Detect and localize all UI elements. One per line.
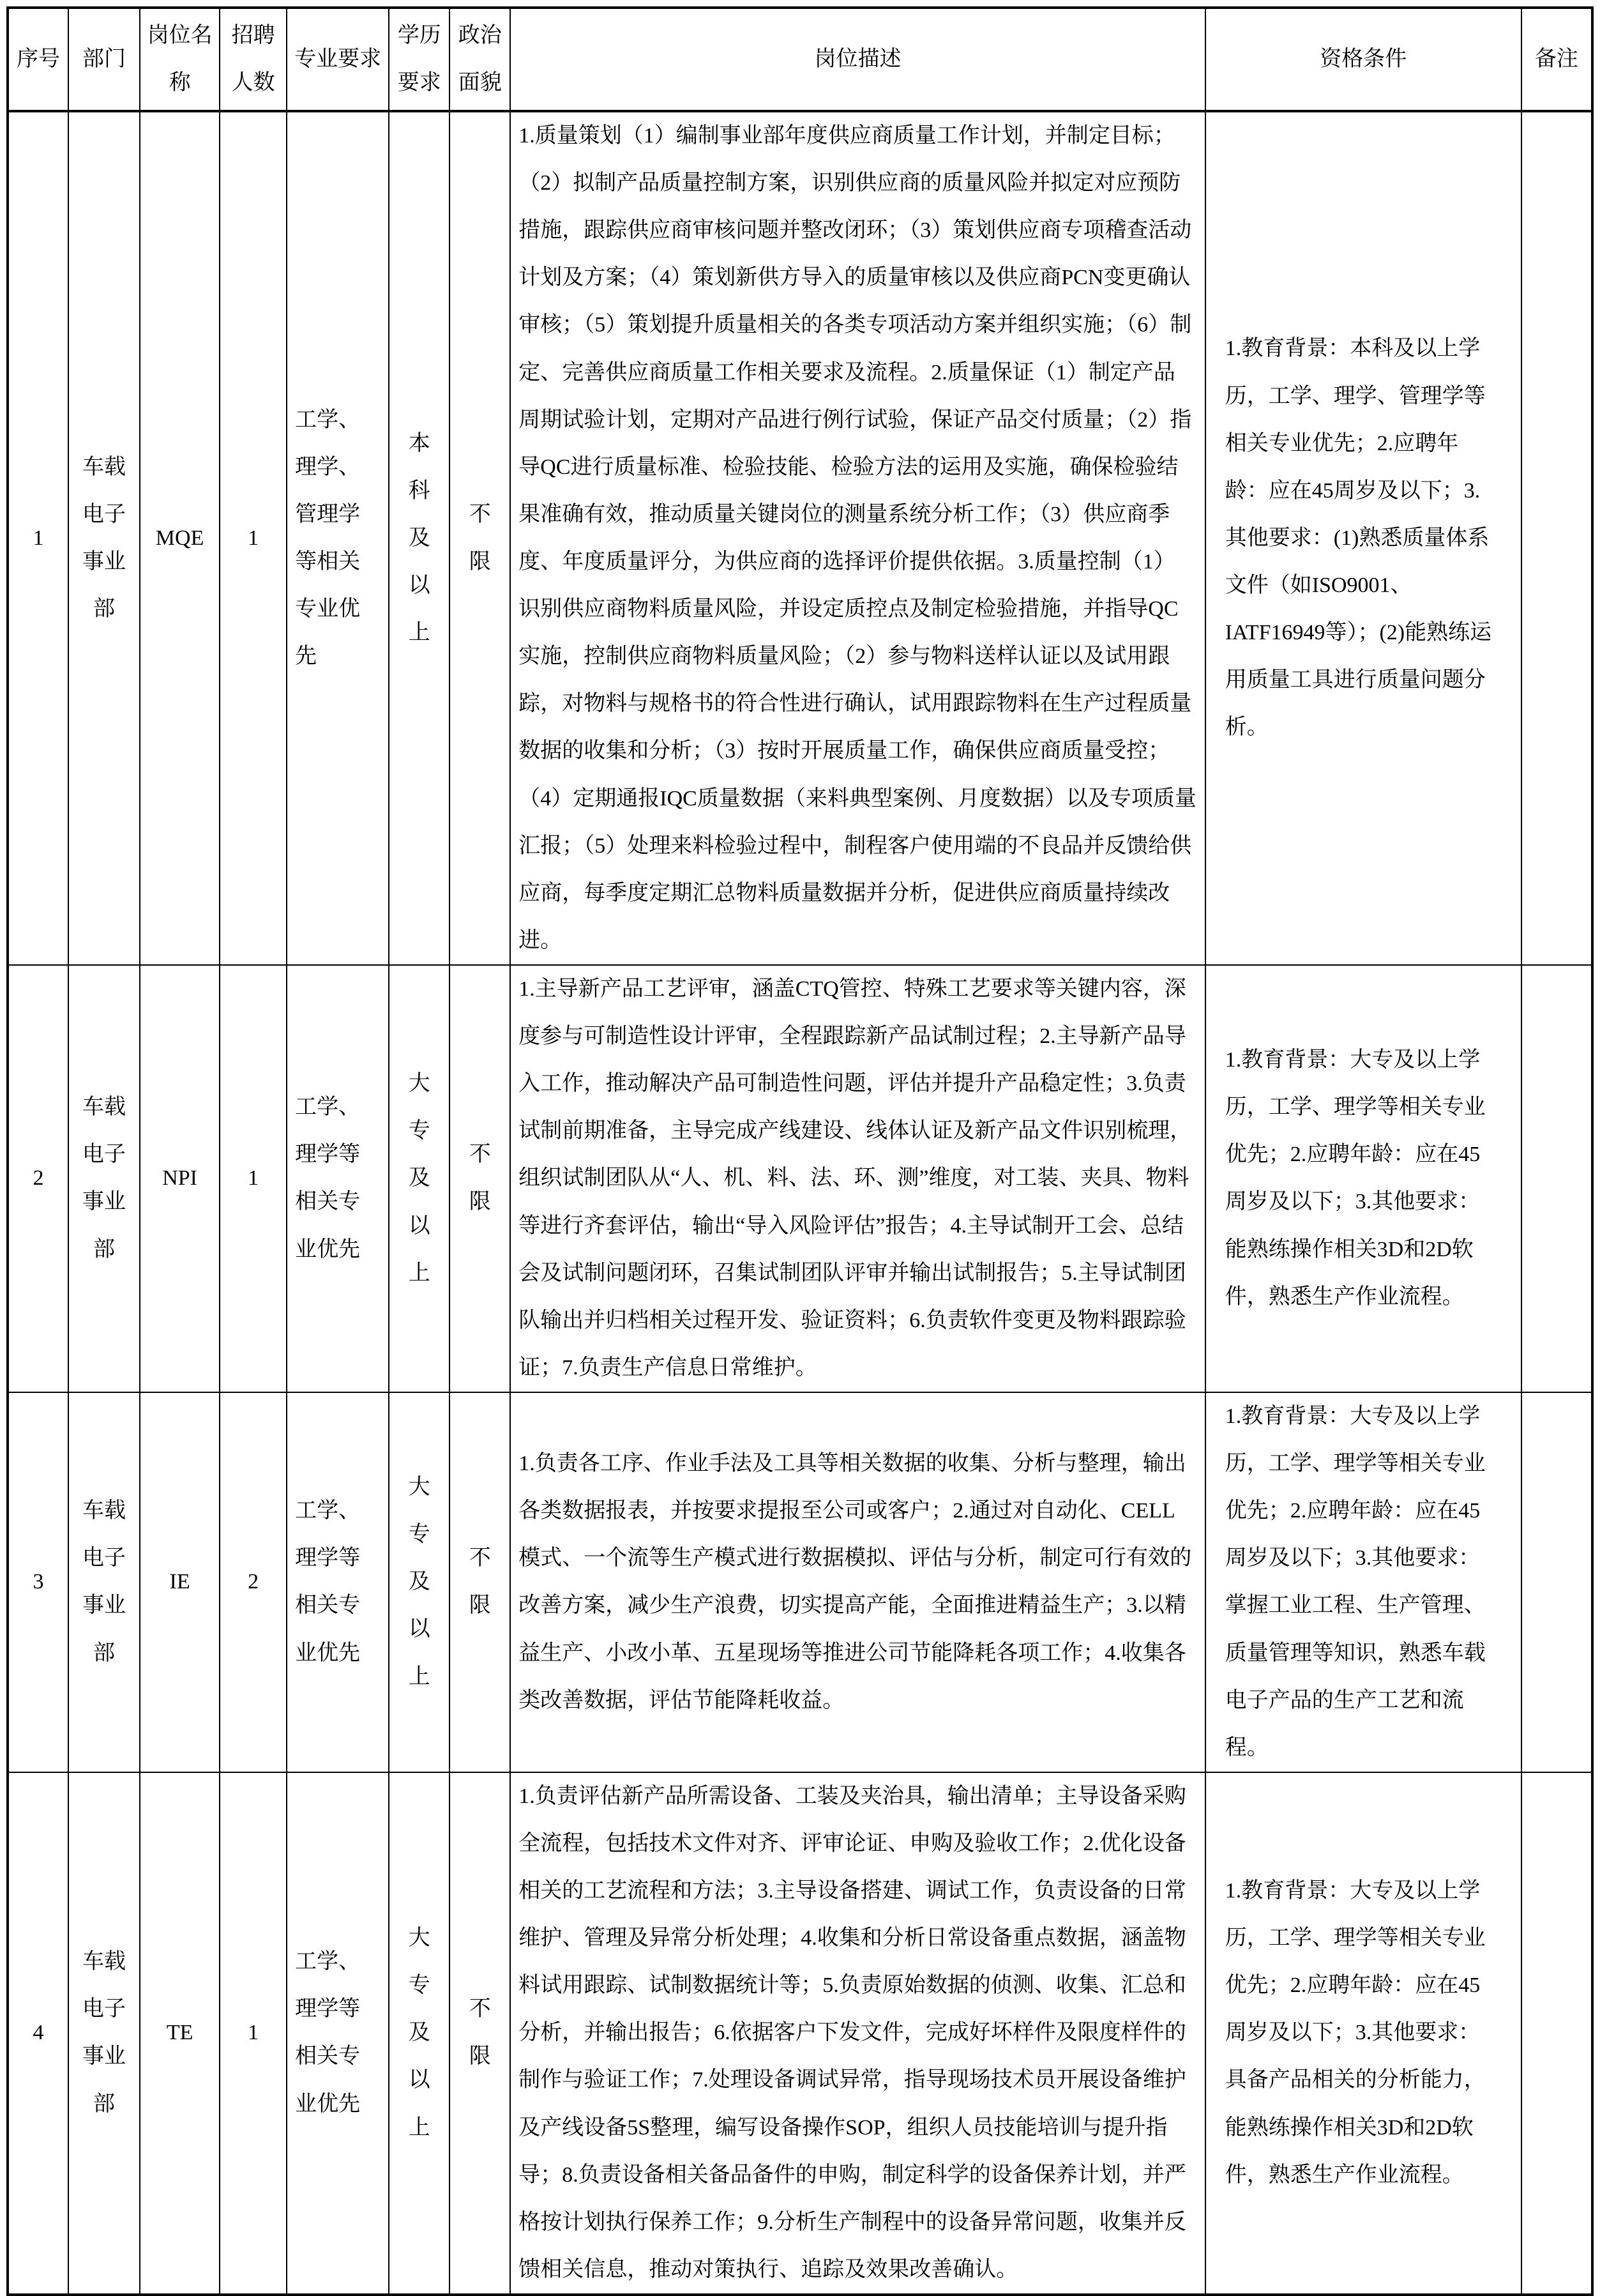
cell-education: 本科及以上 bbox=[389, 111, 449, 965]
job-posting-table bbox=[6, 6, 1594, 2296]
cell-qualification: 1.教育背景：本科及以上学历，工学、理学、管理学等相关专业优先；2.应聘年龄：应在45周岁及以下；3.其他要求：(1)熟悉质量体系文件（如ISO9001、IATF16949等）；(2)能熟练运用质量工具进行质量问题分析。 bbox=[1205, 111, 1521, 965]
cell-education: 大专及以上 bbox=[389, 1392, 449, 1772]
cell-position: NPI bbox=[140, 965, 220, 1392]
cell-department: 车载电子事业部 bbox=[68, 1392, 140, 1772]
cell-department: 车载电子事业部 bbox=[68, 111, 140, 965]
cell-seq: 2 bbox=[8, 965, 68, 1392]
header-qualification: 资格条件 bbox=[1205, 8, 1521, 111]
cell-major: 工学、理学等相关专业优先 bbox=[287, 1772, 389, 2295]
cell-department: 车载电子事业部 bbox=[68, 1772, 140, 2295]
cell-remark bbox=[1521, 111, 1592, 965]
cell-education: 大专及以上 bbox=[389, 1772, 449, 2295]
cell-headcount: 1 bbox=[220, 1772, 287, 2295]
cell-description: 1.主导新产品工艺评审，涵盖CTQ管控、特殊工艺要求等关键内容，深度参与可制造性设计评审，全程跟踪新产品试制过程；2.主导新产品导入工作，推动解决产品可制造性问题，评估并提升产品稳定性；3.负责试制前期准备，主导完成产线建设、线体认证及新产品文件识别梳理，组织试制团队从“人、机、料、法、环、测”维度，对工装、夹具、物料等进行齐套评估，输出“导入风险评估”报告；4.主导试制开工会、总结会及试制问题闭环，召集试制团队评审并输出试制报告；5.主导试制团队输出并归档相关过程开发、验证资料；6.负责软件变更及物料跟踪验证；7.负责生产信息日常维护。 bbox=[510, 965, 1205, 1392]
cell-description: 1.负责评估新产品所需设备、工装及夹治具，输出清单；主导设备采购全流程，包括技术文件对齐、评审论证、申购及验收工作；2.优化设备相关的工艺流程和方法；3.主导设备搭建、调试工作，负责设备的日常维护、管理及异常分析处理；4.收集和分析日常设备重点数据，涵盖物料试用跟踪、试制数据统计等；5.负责原始数据的侦测、收集、汇总和分析，并输出报告；6.依据客户下发文件，完成好坏样件及限度样件的制作与验证工作；7.处理设备调试异常，指导现场技术员开展设备维护及产线设备5S整理，编写设备操作SOP，组织人员技能培训与提升指导；8.负责设备相关备品备件的申购，制定科学的设备保养计划，并严格按计划执行保养工作；9.分析生产制程中的设备异常问题，收集并反馈相关信息，推动对策执行、追踪及效果改善确认。 bbox=[510, 1772, 1205, 2295]
cell-political: 不限 bbox=[449, 1772, 510, 2295]
cell-major: 工学、理学等相关专业优先 bbox=[287, 1392, 389, 1772]
cell-position: TE bbox=[140, 1772, 220, 2295]
cell-political: 不限 bbox=[449, 1392, 510, 1772]
cell-qualification: 1.教育背景：大专及以上学历，工学、理学等相关专业优先；2.应聘年龄：应在45周岁及以下；3.其他要求：掌握工业工程、生产管理、质量管理等知识，熟悉车载电子产品的生产工艺和流程。 bbox=[1205, 1392, 1521, 1772]
cell-political: 不限 bbox=[449, 965, 510, 1392]
cell-position: IE bbox=[140, 1392, 220, 1772]
table-row bbox=[8, 1772, 1592, 2295]
cell-seq: 4 bbox=[8, 1772, 68, 2295]
cell-headcount: 1 bbox=[220, 965, 287, 1392]
header-position: 岗位名称 bbox=[140, 8, 220, 111]
header-political: 政治面貌 bbox=[449, 8, 510, 111]
cell-remark bbox=[1521, 1772, 1592, 2295]
cell-description: 1.负责各工序、作业手法及工具等相关数据的收集、分析与整理，输出各类数据报表，并按要求提报至公司或客户；2.通过对自动化、CELL模式、一个流等生产模式进行数据模拟、评估与分析，制定可行有效的改善方案，减少生产浪费，切实提高产能，全面推进精益生产；3.以精益生产、小改小革、五星现场等推进公司节能降耗各项工作；4.收集各类改善数据，评估节能降耗收益。 bbox=[510, 1392, 1205, 1772]
table-header-row bbox=[8, 8, 1592, 111]
cell-education: 大专及以上 bbox=[389, 965, 449, 1392]
cell-position: MQE bbox=[140, 111, 220, 965]
header-seq: 序号 bbox=[8, 8, 68, 111]
cell-qualification: 1.教育背景：大专及以上学历，工学、理学等相关专业优先；2.应聘年龄：应在45周岁及以下；3.其他要求：具备产品相关的分析能力，能熟练操作相关3D和2D软件，熟悉生产作业流程。 bbox=[1205, 1772, 1521, 2295]
cell-remark bbox=[1521, 965, 1592, 1392]
cell-political: 不限 bbox=[449, 111, 510, 965]
cell-seq: 3 bbox=[8, 1392, 68, 1772]
header-education: 学历要求 bbox=[389, 8, 449, 111]
header-description: 岗位描述 bbox=[510, 8, 1205, 111]
cell-seq: 1 bbox=[8, 111, 68, 965]
table-row bbox=[8, 1392, 1592, 1772]
cell-headcount: 2 bbox=[220, 1392, 287, 1772]
cell-headcount: 1 bbox=[220, 111, 287, 965]
cell-department: 车载电子事业部 bbox=[68, 965, 140, 1392]
header-department: 部门 bbox=[68, 8, 140, 111]
header-headcount: 招聘人数 bbox=[220, 8, 287, 111]
cell-major: 工学、理学、管理学等相关专业优先 bbox=[287, 111, 389, 965]
table-row bbox=[8, 111, 1592, 965]
table-row bbox=[8, 965, 1592, 1392]
cell-remark bbox=[1521, 1392, 1592, 1772]
cell-qualification: 1.教育背景：大专及以上学历，工学、理学等相关专业优先；2.应聘年龄：应在45周岁及以下；3.其他要求：能熟练操作相关3D和2D软件，熟悉生产作业流程。 bbox=[1205, 965, 1521, 1392]
header-remark: 备注 bbox=[1521, 8, 1592, 111]
header-major: 专业要求 bbox=[287, 8, 389, 111]
cell-description: 1.质量策划（1）编制事业部年度供应商质量工作计划，并制定目标；（2）拟制产品质量控制方案，识别供应商的质量风险并拟定对应预防措施，跟踪供应商审核问题并整改闭环；（3）策划供应商专项稽查活动计划及方案；（4）策划新供方导入的质量审核以及供应商PCN变更确认审核；（5）策划提升质量相关的各类专项活动方案并组织实施；（6）制定、完善供应商质量工作相关要求及流程。2.质量保证（1）制定产品周期试验计划，定期对产品进行例行试验，保证产品交付质量；（2）指导QC进行质量标准、检验技能、检验方法的运用及实施，确保检验结果准确有效，推动质量关键岗位的测量系统分析工作；（3）供应商季度、年度质量评分，为供应商的选择评价提供依据。3.质量控制（1）识别供应商物料质量风险，并设定质控点及制定检验措施，并指导QC实施，控制供应商物料质量风险；（2）参与物料送样认证以及试用跟踪，对物料与规格书的符合性进行确认，试用跟踪物料在生产过程质量数据的收集和分析；（3）按时开展质量工作，确保供应商质量受控；（4）定期通报IQC质量数据（来料典型案例、月度数据）以及专项质量汇报；（5）处理来料检验过程中，制程客户使用端的不良品并反馈给供应商，每季度定期汇总物料质量数据并分析，促进供应商质量持续改进。 bbox=[510, 111, 1205, 965]
cell-major: 工学、理学等相关专业优先 bbox=[287, 965, 389, 1392]
